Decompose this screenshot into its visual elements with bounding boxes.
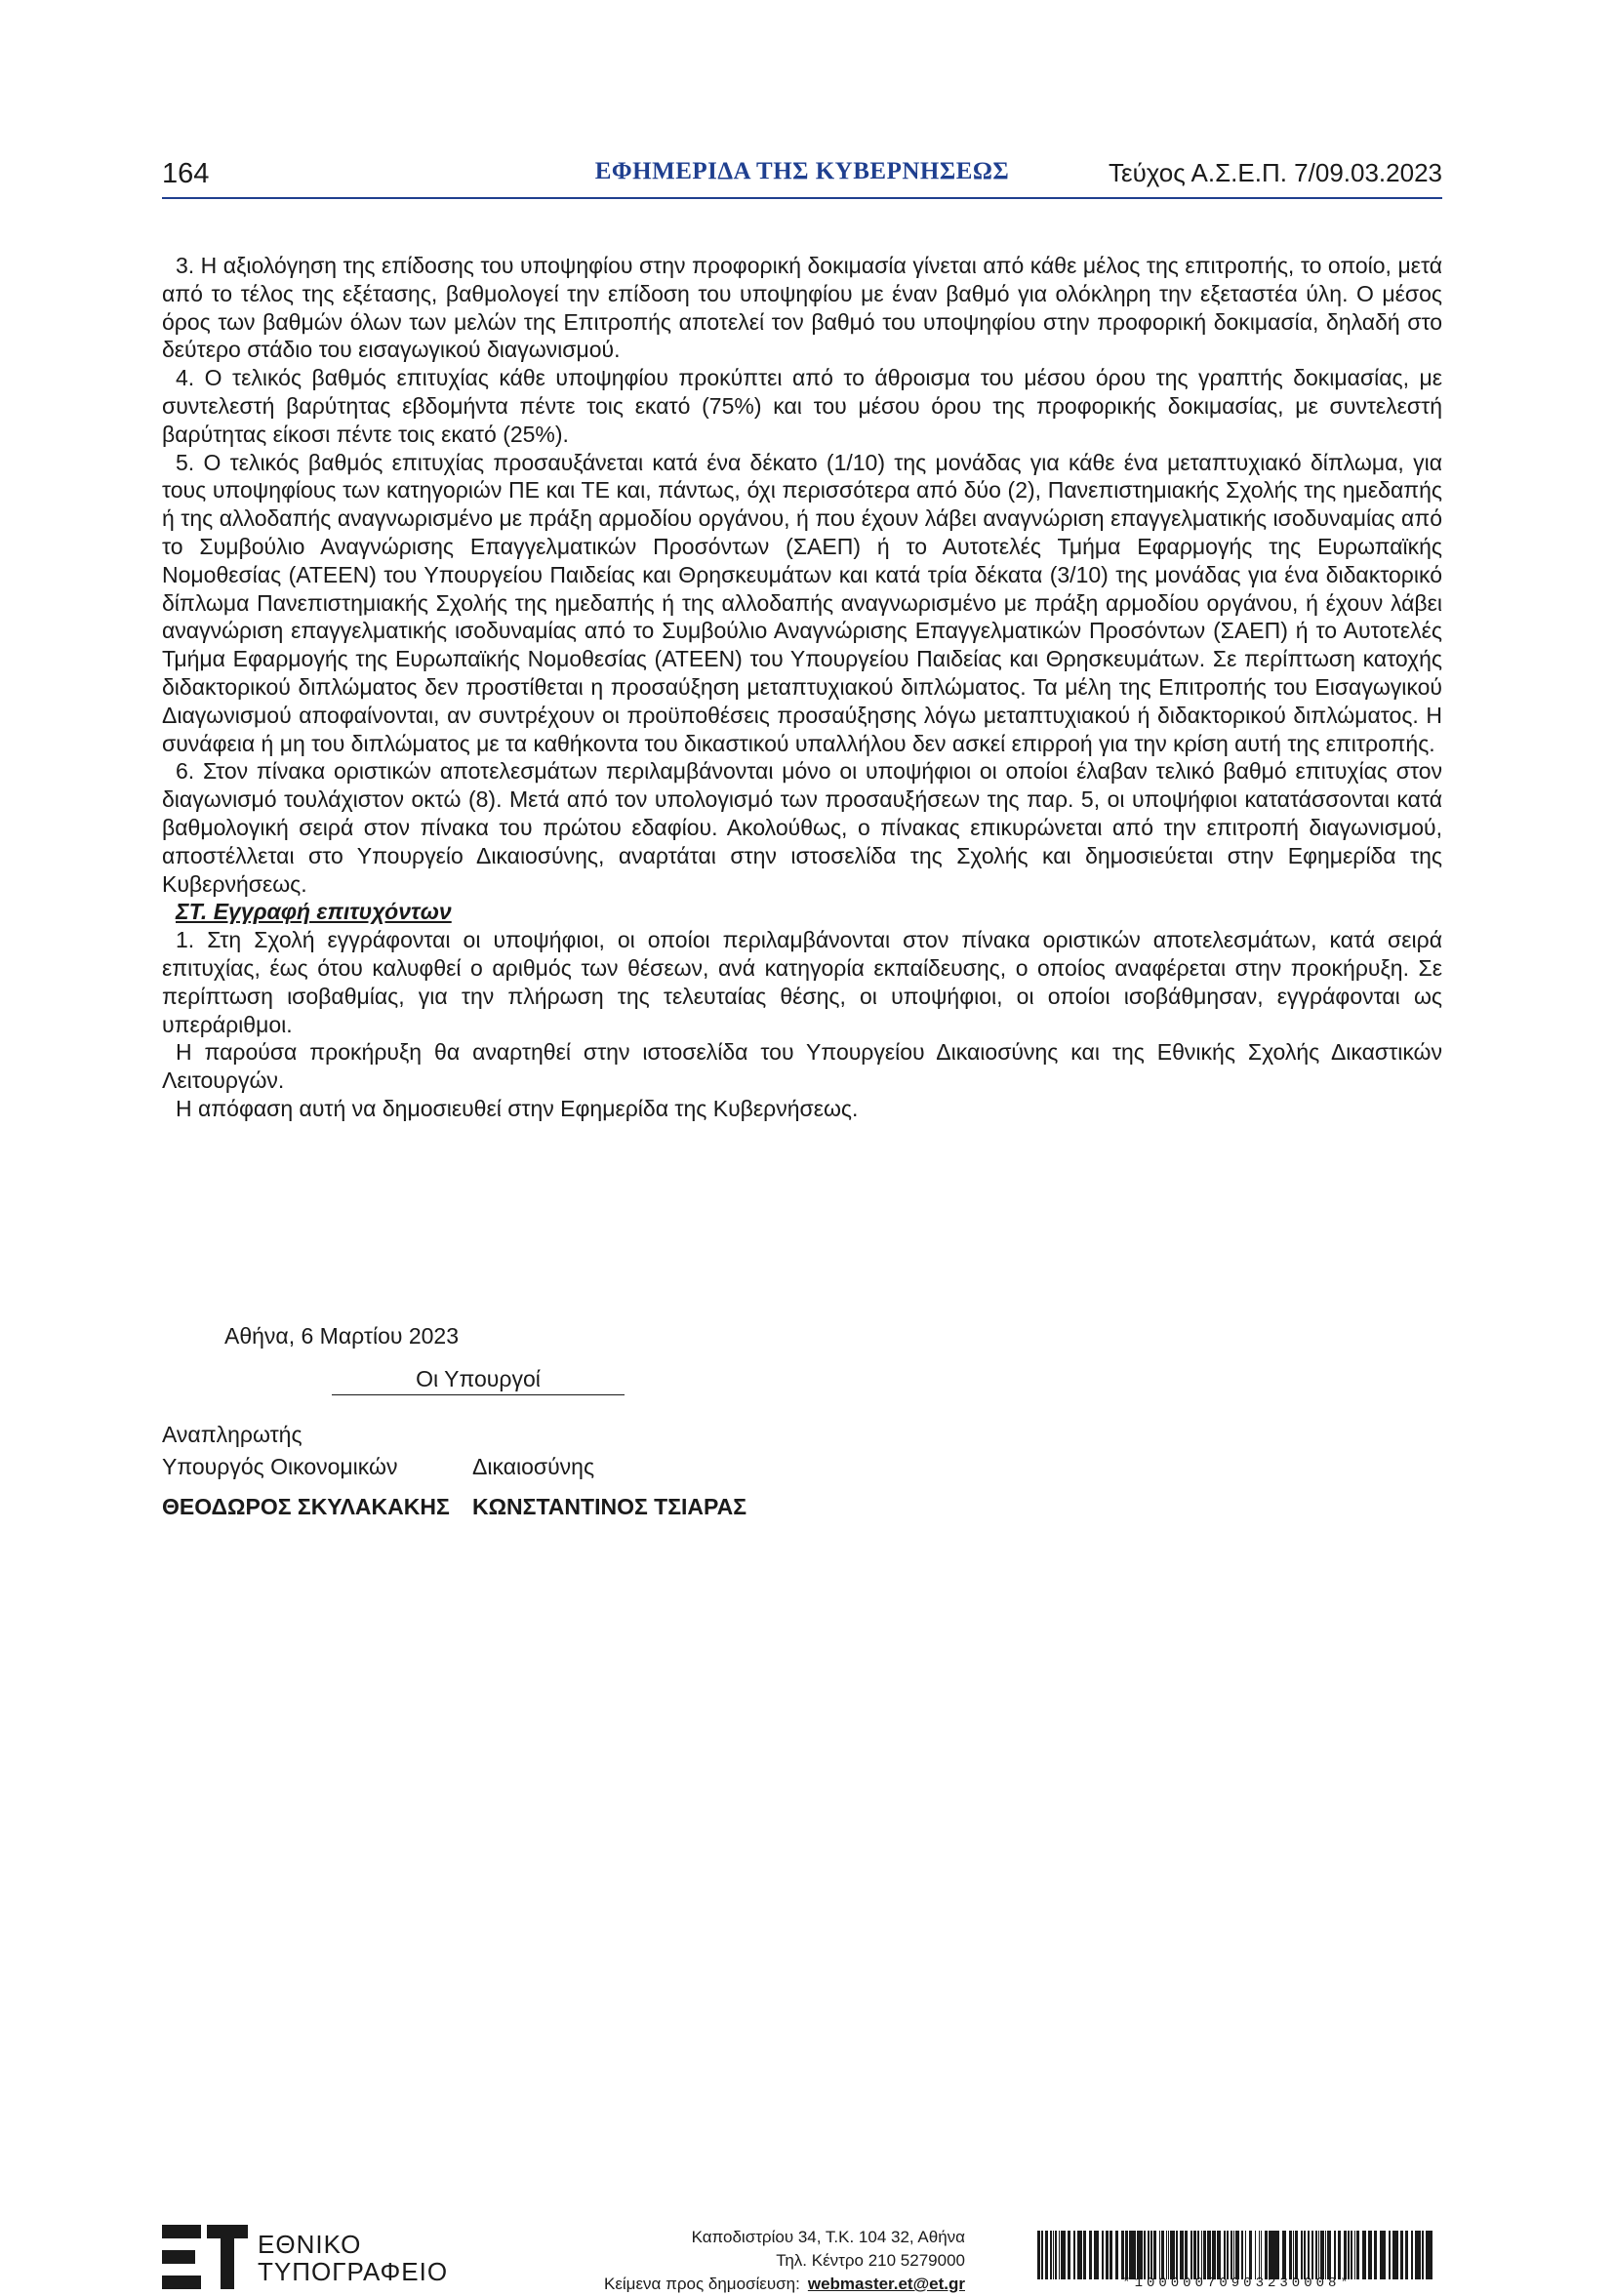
paragraph-5: 5. Ο τελικός βαθμός επιτυχίας προσαυξάνεται κατά ένα δέκατο (1/10) της μονάδας για κάθε ένα μεταπτυχιακό δίπλωμα, για τους υποψηφίους των κατηγοριών ΠΕ και ΤΕ και, πάντως, όχι περισσότερα από δύο (2), Πανεπιστημιακής Σχολής της ημεδαπής ή της αλλοδαπής αναγνωρισμένο με πράξη αρμοδίου οργάνου, ή που έχουν λάβει αναγνώριση επαγγελματικής ισοδυναμίας από το Συμβούλιο Αναγνώρισης Επαγγελματικών Προσόντων (ΣΑΕΠ) ή το Αυτοτελές Τμήμα Εφαρμογής της Ευρωπαϊκής Νομοθεσίας (ΑΤΕΕΝ) του Υπουργείου Παιδείας και Θρησκευμάτων και κατά τρία δέκατα (3/10) της μονάδας για ένα διδακτορικό δίπλωμα Πανεπιστημιακής Σχολής της ημεδαπής ή της αλλοδαπής αναγνωρισμένο με πράξη αρμοδίου οργάνου, ή έχουν λάβει αναγνώριση επαγγελματικής ισοδυναμίας από το Συμβούλιο Αναγνώρισης Επαγγελματικών Προσόντων (ΣΑΕΠ) ή το Αυτοτελές Τμήμα Εφαρμογής της Ευρωπαϊκής Νομοθεσίας (ΑΤΕΕΝ) του Υπουργείου Παιδείας και Θρησκευμάτων. Σε περίπτωση κατοχής διδακτορικού διπλώματος δεν προστίθεται η προσαύξηση μεταπτυχιακού διπλώματος. Τα μέλη της Επιτροπής του Εισαγωγικού Διαγωνισμού αποφαίνονται, αν συντρέχουν οι προϋποθέσεις προσαύξησης λόγω μεταπτυχιακού ή διδακτορικού διπλώματος. Η συνάφεια ή μη του διπλώματος με τα καθήκοντα του δικαστικού υπαλλήλου δεν ασκεί επιρροή για την κρίση αυτή της επιτροπής. — [162, 449, 1442, 756]
barcode-bar — [1227, 2231, 1229, 2279]
barcode-bar — [1354, 2231, 1355, 2279]
barcode-bar — [1293, 2231, 1294, 2279]
barcode-bar — [1144, 2231, 1146, 2279]
barcode-bar — [1168, 2231, 1169, 2279]
paragraph-4: 4. Ο τελικός βαθμός επιτυχίας κάθε υποψηφίου προκύπτει από το άθροισμα του μέσου όρου της γραπτής δοκιμασίας, με συντελεστή βαρύτητας εβδομήντα πέντε τοις εκατό (75%) και του μέσου όρου της προφορικής δοκιμασίας, με συντελεστή βαρύτητας είκοσι πέντε τοις εκατό (25%). — [162, 365, 1442, 447]
barcode-bar — [1089, 2231, 1092, 2279]
barcode-bar — [1283, 2231, 1286, 2279]
barcode-bar — [1400, 2231, 1401, 2279]
barcode-bar — [1338, 2231, 1341, 2279]
barcode-bar — [1328, 2231, 1331, 2279]
barcode-bar — [1121, 2231, 1122, 2279]
barcode-bar — [1249, 2231, 1252, 2279]
page-number: 164 — [162, 158, 210, 189]
page-header — [162, 154, 1442, 199]
barcode-bar — [1153, 2231, 1156, 2279]
barcode — [1037, 2231, 1437, 2279]
barcode-bar — [1401, 2231, 1403, 2279]
barcode-bar — [1231, 2231, 1232, 2279]
barcode-bar — [1383, 2231, 1386, 2279]
barcode-bar — [1261, 2231, 1262, 2279]
logo-line-1: ΕΘΝΙΚΟ — [258, 2230, 362, 2259]
barcode-bar — [1218, 2231, 1221, 2279]
barcode-bar — [1356, 2231, 1359, 2279]
barcode-bar — [1214, 2231, 1216, 2279]
signature-finance — [162, 1419, 450, 1523]
barcode-bar — [1422, 2231, 1424, 2279]
footer-address-line: Καποδιστρίου 34, Τ.Κ. 104 32, Αθήνα — [691, 2228, 965, 2246]
barcode-bar — [1201, 2231, 1202, 2279]
logo-wordmark — [258, 2231, 448, 2285]
signature-title-line: Υπουργός Οικονομικών — [162, 1454, 398, 1479]
barcode-bar — [1301, 2231, 1303, 2279]
barcode-bar — [1308, 2231, 1310, 2279]
document-body — [162, 252, 1442, 1123]
footer-submissions — [604, 2273, 965, 2296]
barcode-bar — [1115, 2231, 1118, 2279]
barcode-bar — [1059, 2231, 1060, 2279]
barcode-bar — [1322, 2231, 1324, 2279]
barcode-bar — [1315, 2231, 1317, 2279]
barcode-bar — [1083, 2231, 1086, 2279]
barcode-bar — [1195, 2231, 1196, 2279]
barcode-bar — [1106, 2231, 1109, 2279]
barcode-bar — [1137, 2231, 1139, 2279]
footer-phone: Τηλ. Κέντρο 210 5279000 — [776, 2251, 965, 2270]
barcode-bar — [1236, 2231, 1237, 2279]
ministers-label: Οι Υπουργοί — [332, 1366, 625, 1395]
barcode-bar — [1295, 2231, 1298, 2279]
barcode-bar — [1233, 2231, 1234, 2279]
barcode-bar — [1166, 2231, 1167, 2279]
barcode-bar — [1392, 2231, 1393, 2279]
barcode-bar — [1045, 2231, 1046, 2279]
barcode-bar — [1077, 2231, 1079, 2279]
barcode-bar — [1245, 2231, 1246, 2279]
place-and-date: Αθήνα, 6 Μαρτίου 2023 — [224, 1323, 460, 1349]
barcode-bar — [1370, 2231, 1372, 2279]
barcode-bar — [1368, 2231, 1370, 2279]
barcode-bar — [1382, 2231, 1383, 2279]
barcode-bar — [1320, 2231, 1322, 2279]
barcode-bar — [1046, 2231, 1048, 2279]
closing-paragraph-publication: Η απόφαση αυτή να δημοσιευθεί στην Εφημερίδα της Κυβερνήσεως. — [176, 1095, 859, 1121]
barcode-bar — [1364, 2231, 1366, 2279]
signatory-name: ΘΕΟΔΩΡΟΣ ΣΚΥΛΑΚΑΚΗΣ — [162, 1494, 450, 1519]
barcode-bar — [1148, 2231, 1150, 2279]
barcode-bar — [1389, 2231, 1391, 2279]
barcode-bar — [1172, 2231, 1173, 2279]
barcode-bar — [1334, 2231, 1336, 2279]
barcode-bar — [1276, 2231, 1279, 2279]
barcode-bar — [1176, 2231, 1178, 2279]
barcode-bar — [1180, 2231, 1182, 2279]
barcode-bar — [1405, 2231, 1408, 2279]
barcode-bar — [1289, 2231, 1290, 2279]
barcode-bar — [1282, 2231, 1283, 2279]
gazette-title: ΕΦΗΜΕΡΙΔΑ ΤΗΣ ΚΥΒΕΡΝΗΣΕΩΣ — [594, 158, 1010, 184]
email-link[interactable]: webmaster.et@et.gr — [807, 2275, 965, 2293]
barcode-bar — [1217, 2231, 1218, 2279]
barcode-bar — [1050, 2231, 1052, 2279]
barcode-bar — [1159, 2231, 1160, 2279]
paragraph-3: 3. Η αξιολόγηση της επίδοσης του υποψηφίου στην προφορική δοκιμασία γίνεται από κάθε μέλος της επιτροπής, το οποίο, μετά από το τέλος της εξέτασης, βαθμολογεί την επίδοση του υποψηφίου με έναν βαθμό για ολόκληρη την εξεταστέα ύλη. Ο μέσος όρος των βαθμών όλων των μελών της Επιτροπής αποτελεί τον βαθμό του υποψηφίου στην προφορική δοκιμασία, δηλαδή στο δεύτερο στάδιο του εισαγωγικού διαγωνισμού. — [162, 253, 1442, 363]
barcode-bar — [1039, 2231, 1040, 2279]
signatory-name: ΚΩΝΣΤΑΝΤΙΝΟΣ ΤΣΙΑΡΑΣ — [472, 1494, 747, 1519]
barcode-bar — [1182, 2231, 1184, 2279]
issue-reference: Τεύχος Α.Σ.Ε.Π. 7/09.03.2023 — [1108, 158, 1442, 187]
barcode-bar — [1344, 2231, 1347, 2279]
barcode-bar — [1122, 2231, 1124, 2279]
barcode-bar — [1135, 2231, 1136, 2279]
barcode-bar — [1080, 2231, 1082, 2279]
barcode-bar — [1209, 2231, 1211, 2279]
barcode-bar — [1053, 2231, 1054, 2279]
barcode-bar — [1110, 2231, 1112, 2279]
barcode-bar — [1041, 2231, 1043, 2279]
barcode-bar — [1073, 2231, 1075, 2279]
barcode-bar — [1150, 2231, 1152, 2279]
barcode-bar — [1265, 2231, 1268, 2279]
barcode-bar — [1224, 2231, 1226, 2279]
barcode-bar — [1161, 2231, 1162, 2279]
barcode-bar — [1102, 2231, 1104, 2279]
barcode-bar — [1411, 2231, 1413, 2279]
footer-contact — [604, 2226, 965, 2296]
barcode-bar — [1374, 2231, 1377, 2279]
barcode-bar — [1304, 2231, 1306, 2279]
barcode-bar — [1318, 2231, 1319, 2279]
barcode-bar — [1259, 2231, 1260, 2279]
barcode-bar — [1235, 2231, 1236, 2279]
barcode-bar — [1141, 2231, 1143, 2279]
closing-paragraph-posting: Η παρούσα προκήρυξη θα αναρτηθεί στην ιστοσελίδα του Υπουργείου Δικαιοσύνης και της Εθνικής Σχολής Δικαστικών Λειτουργών. — [162, 1039, 1442, 1094]
barcode-bar — [1127, 2231, 1128, 2279]
barcode-bar — [1348, 2231, 1350, 2279]
submissions-label: Κείμενα προς δημοσίευση: — [603, 2275, 800, 2293]
barcode-bar — [1173, 2231, 1175, 2279]
barcode-number: *10000070903230008* — [1122, 2276, 1352, 2291]
signature-title-line: Αναπληρωτής — [162, 1422, 303, 1447]
barcode-bar — [1061, 2231, 1064, 2279]
barcode-bar — [1241, 2231, 1243, 2279]
paragraph-6: 6. Στον πίνακα οριστικών αποτελεσμάτων περιλαμβάνονται μόνο οι υποψήφιοι οι οποίοι έλαβαν τελικό βαθμό επιτυχίας στον διαγωνισμό τουλάχιστον οκτώ (8). Μετά από τον υπολογισμό των προσαυξήσεων της παρ. 5, οι υποψήφιοι κατατάσσονται κατά βαθμολογική σειρά στον πίνακα του πρώτου εδαφίου. Ακολούθως, ο πίνακας επικυρώνεται από την επιτροπή διαγωνισμού, αποστέλλεται στο Υπουργείο Δικαιοσύνης, αναρτάται στην ιστοσελίδα της Σχολής και δημοσιεύεται στην Εφημερίδα της Κυβερνήσεως. — [162, 758, 1442, 897]
barcode-bar — [1064, 2231, 1066, 2279]
barcode-bar — [1237, 2231, 1239, 2279]
barcode-bar — [1351, 2231, 1352, 2279]
et-logo-icon — [162, 2225, 248, 2289]
barcode-bar — [1055, 2231, 1057, 2279]
logo-line-2: ΤΥΠΟΓΡΑΦΕΙΟ — [258, 2257, 449, 2286]
barcode-bar — [1190, 2231, 1192, 2279]
barcode-bar — [1162, 2231, 1164, 2279]
section-paragraph-1: 1. Στη Σχολή εγγράφονται οι υποψήφιοι, οι οποίοι περιλαμβάνονται στον πίνακα οριστικών αποτελεσμάτων, κατά σειρά επιτυχίας, έως ότου καλυφθεί ο αριθμός των θέσεων, ανά κατηγορία εκπαίδευσης, ο οποίος αναφέρεται στην προκήρυξη. Σε περίπτωση ισοβαθμίας, για την πλήρωση της τελευταίας θέσης, οι υποψήφιοι, οι οποίοι ισοβάθμησαν, εγγράφονται ως υπεράριθμοι. — [162, 927, 1442, 1037]
barcode-bar — [1311, 2231, 1313, 2279]
signature-title-line: Δικαιοσύνης — [472, 1454, 595, 1479]
barcode-bar — [1096, 2231, 1099, 2279]
barcode-bar — [1203, 2231, 1204, 2279]
barcode-bar — [1204, 2231, 1206, 2279]
barcode-bar — [1197, 2231, 1199, 2279]
barcode-bar — [1393, 2231, 1394, 2279]
barcode-bar — [1079, 2231, 1080, 2279]
signature-justice — [472, 1419, 746, 1523]
barcode-bar — [1290, 2231, 1292, 2279]
barcode-bar — [1068, 2231, 1070, 2279]
section-heading: ΣΤ. Εγγραφή επιτυχόντων — [176, 899, 452, 925]
barcode-bar — [1430, 2231, 1432, 2279]
barcode-bar — [1185, 2231, 1188, 2279]
barcode-bar — [1419, 2231, 1421, 2279]
barcode-bar — [1327, 2231, 1328, 2279]
barcode-bar — [1325, 2231, 1326, 2279]
barcode-bar — [1255, 2231, 1256, 2279]
barcode-bar — [1396, 2231, 1398, 2279]
